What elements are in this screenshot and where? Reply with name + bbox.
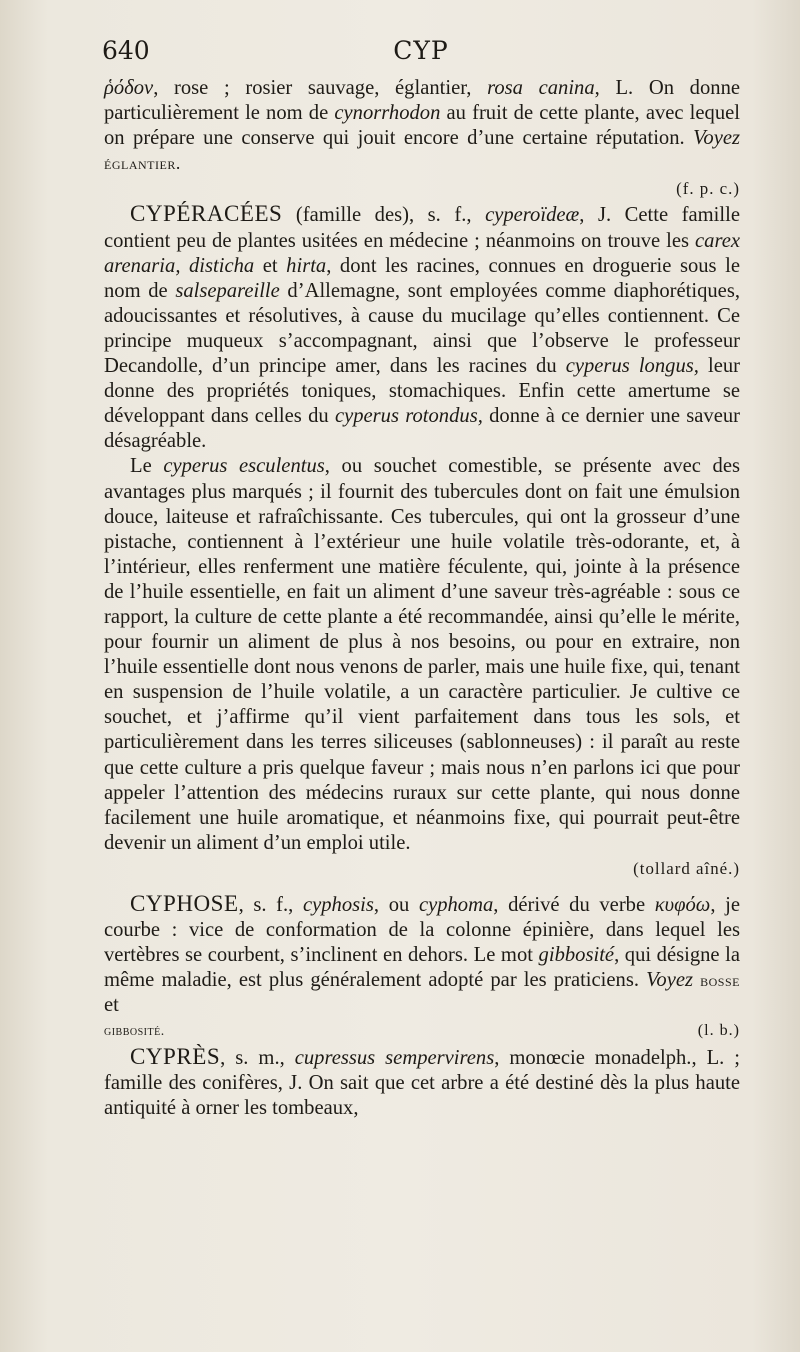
- greek-word: ῥόδον: [104, 77, 154, 99]
- page-number: 640: [102, 36, 150, 65]
- cross-reference: bosse: [700, 970, 740, 991]
- author-signature: (tollard aîné.): [633, 858, 740, 878]
- cross-reference: églantier.: [104, 153, 181, 174]
- reference-and-signature-row: [104, 1018, 740, 1043]
- author-signature: (l. b.): [697, 1022, 740, 1040]
- author-signature: (f. p. c.): [676, 179, 740, 199]
- greek-word: κυφόω: [654, 894, 711, 916]
- headword: CYPHOSE: [130, 890, 239, 916]
- entry-cypres: CYPRÈS, s. m., cupressus sempervirens, monœcie monadelph., L. ; famille des conifères, J. On sait que cet arbre a été destiné dès la plus haute antiquité à orner les tombeaux,: [104, 1042, 741, 1119]
- headword: CYPÉRACÉES: [130, 200, 283, 227]
- cross-reference: gibbosité.: [104, 1023, 165, 1039]
- dictionary-text: [104, 76, 740, 1121]
- entry-cyperacees: CYPÉRACÉES (famille des), s. f., cyperoïdeæ, J. Cette famille contient peu de plantes usitées en médecine ; néanmoins on trouve les carex arenaria, disticha et hirta, dont les racines, connues en droguerie sous le nom de salsepareille d’Allemagne, sont employées comme diaphorétiques, adoucissantes et résolutives, à cause du mucilage qu’elles contiennent. Ce principe muqueux s’accompagnant, ainsi que l’observe le professeur Decandolle, d’un principe amer, dans les racines du cyperus longus, leur donne des propriétés toniques, stomachiques. Enfin cette amertume se développant dans celles du cyperus rotondus, donne à ce dernier une saveur désagréable.: [104, 200, 741, 453]
- entry-rose-continuation: ῥόδον, rose ; rosier sauvage, églantier, rosa canina, L. On donne particulièrement le nom de cynorrhodon au fruit de cette plante, avec lequel on prépare une conserve qui jouit encore d’une certaine réputation. Voyez églantier.: [104, 77, 741, 174]
- page-header: [102, 36, 740, 76]
- entry-cyperacees-paragraph-2: Le cyperus esculentus, ou souchet comestible, se présente avec des avantages plus marqués ; il fournit des tubercules dont on fait une émulsion douce, laiteuse et rafraîchissante. Ces tubercules, qui ont la grosseur d’une pistache, contiennent à l’extérieur une huile volatile très-odorante, et, à l’intérieur, elles renferment une matière féculente, qui, jointe à la présence de l’huile essentielle, en fait un aliment d’une saveur très-agréable : sous ce rapport, la culture de cette plante a été recommandée, ainsi qu’elle le mérite, pour fournir un aliment de plus à nos besoins, ou pour en extraire, non l’huile essentielle dont nous venons de parler, mais une huile fixe, qui, tenant en suspension de l’huile volatile, a un caractère particulier. Je cultive ce souchet, et j’affirme qu’il vient parfaitement dans tous les sols, et particulièrement dans les terres siliceuses (sablonneuses) : il paraît au reste que cette culture a pris quelque faveur ; mais nous n’en parlons ici que pour appeler l’attention des médecins ruraux sur cette plante, qui nous donne facilement une huile aromatique, et néanmoins fixe, qui pourrait peut-être devenir un aliment d’un emploi utile.: [104, 455, 741, 854]
- running-head: CYP: [393, 36, 449, 65]
- entry-cyphose: CYPHOSE, s. f., cyphosis, ou cyphoma, dérivé du verbe κυφόω, je courbe : vice de conformation de la colonne épinière, dans lequel les vertèbres se courbent, s’inclinent en dehors. Le mot gibbosité, qui désigne la même maladie, est plus généralement adopté par les praticiens. Voyez bosse et: [104, 890, 740, 1017]
- headword: CYPRÈS: [130, 1042, 221, 1069]
